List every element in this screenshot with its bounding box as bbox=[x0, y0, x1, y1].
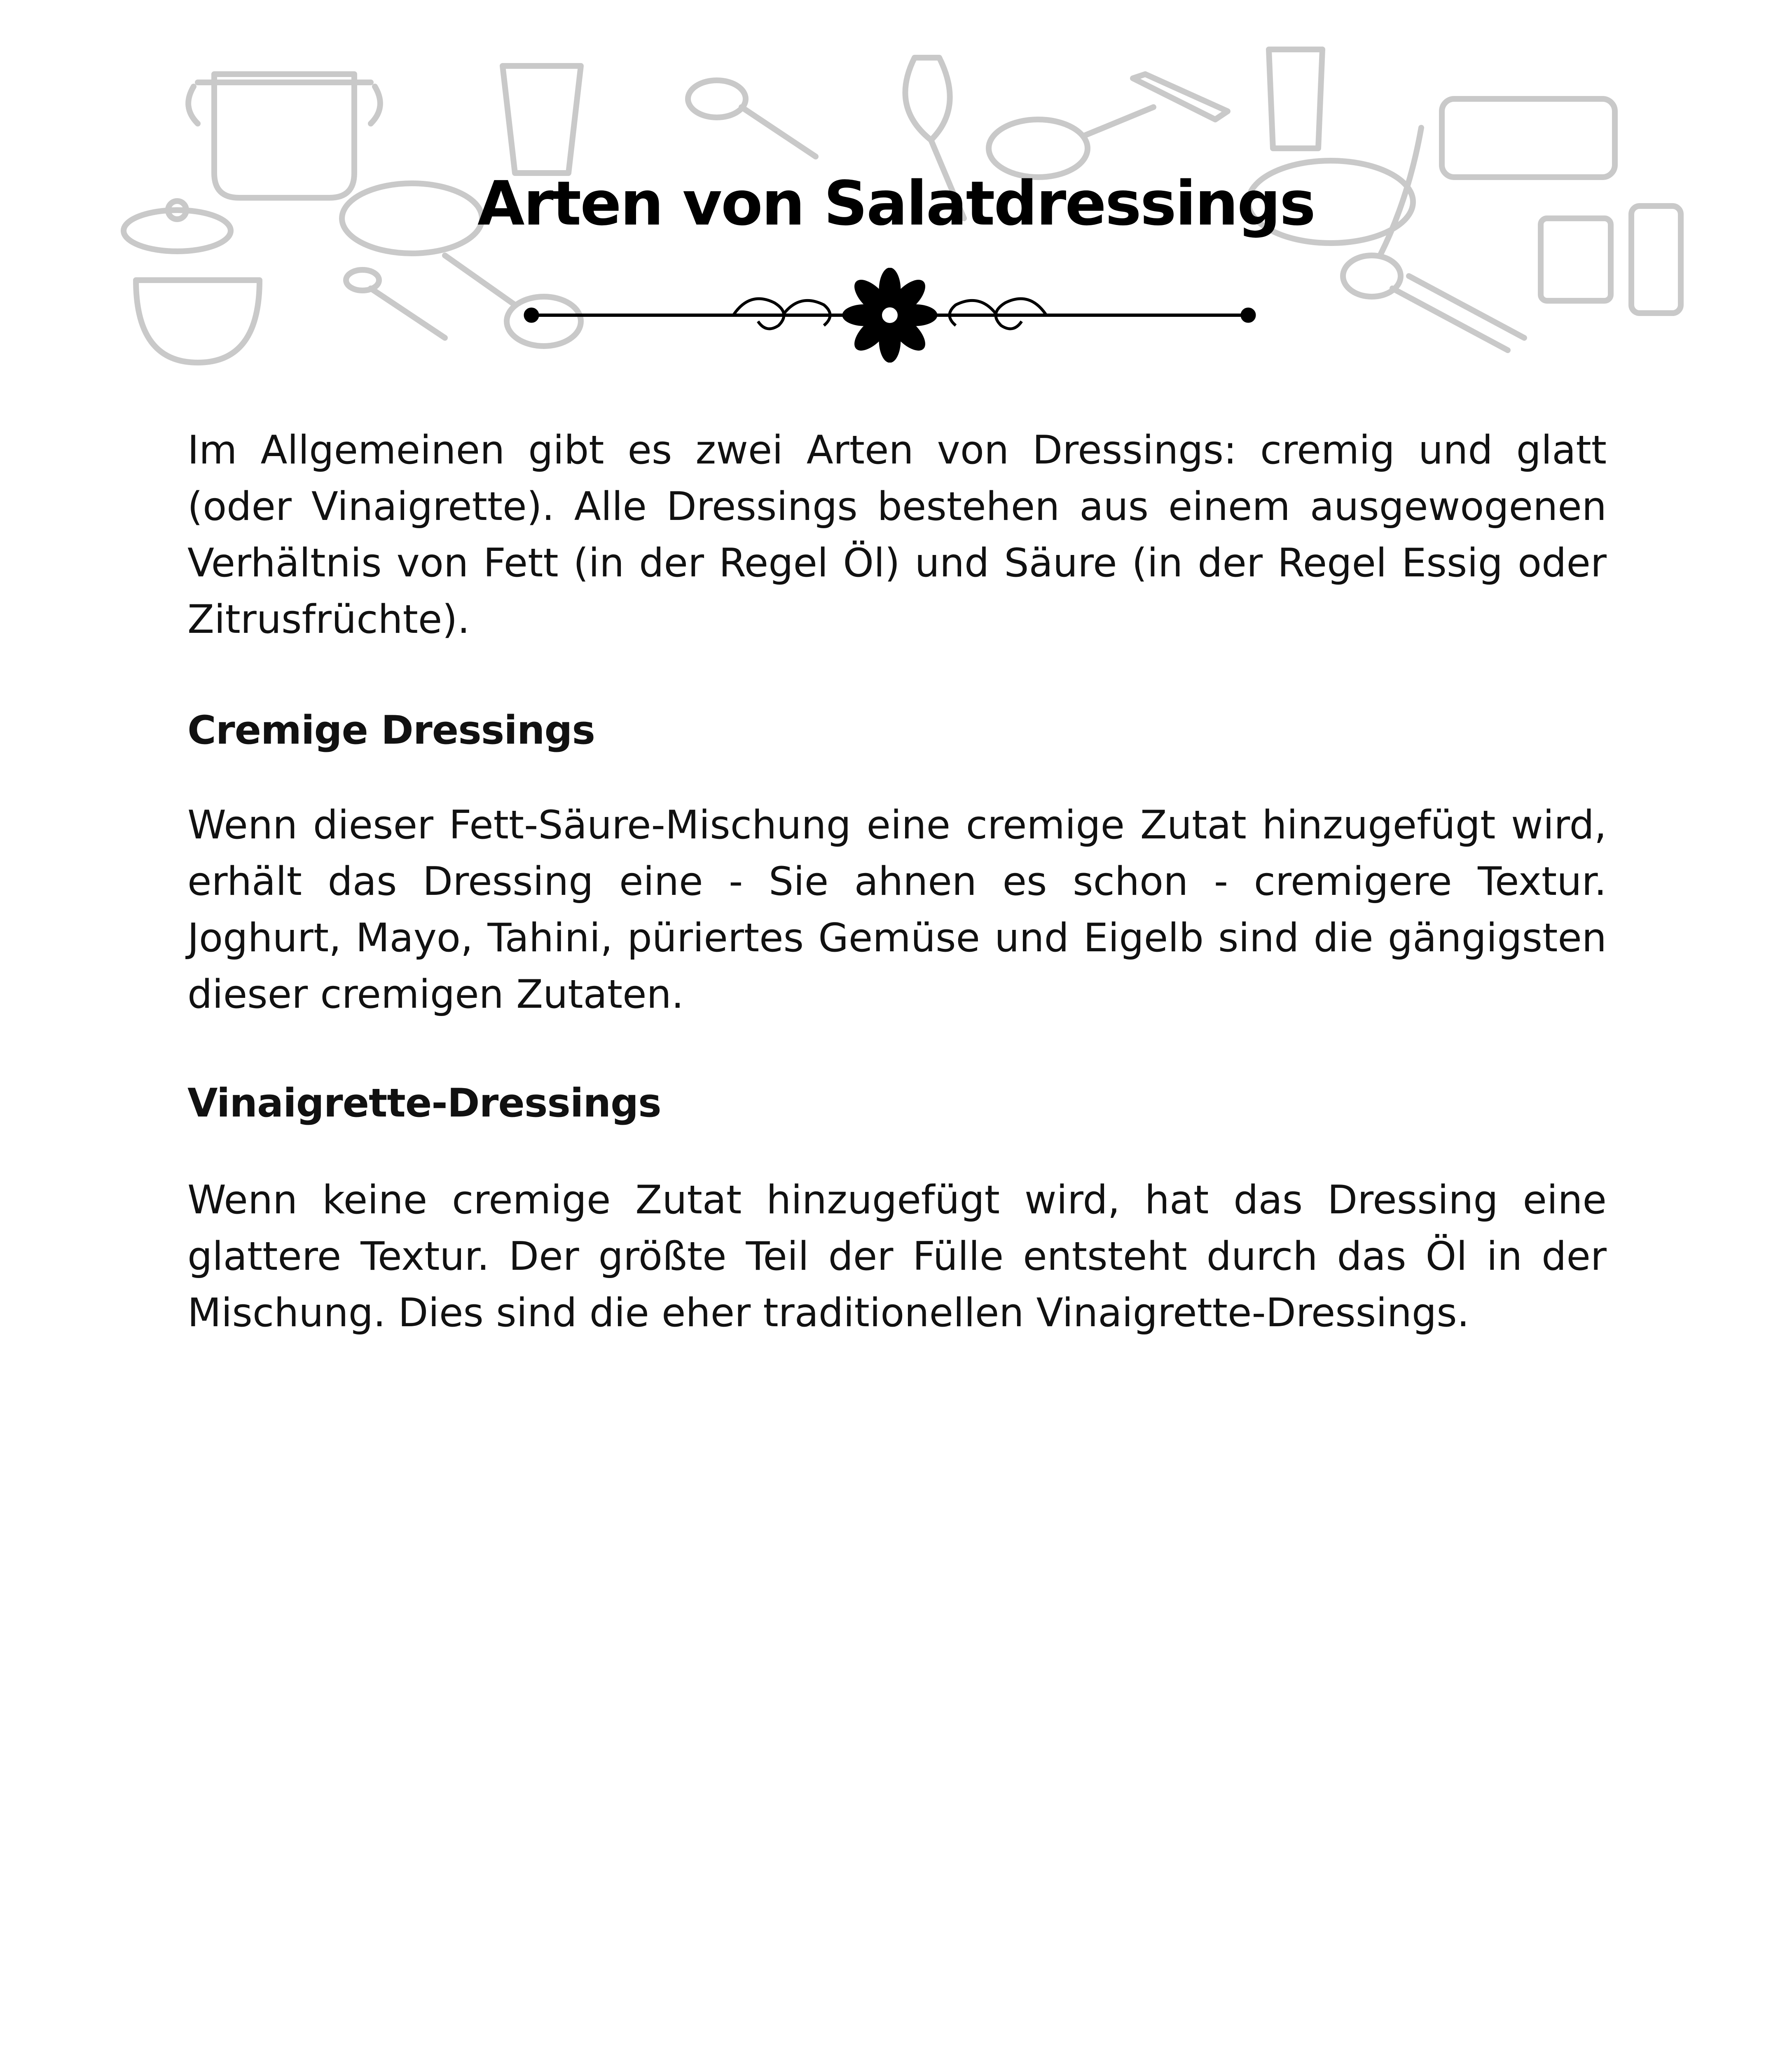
section-creamy bbox=[187, 702, 1607, 759]
page-title: Arten von Salatdressings bbox=[477, 168, 1315, 239]
intro-paragraph: Im Allgemeinen gibt es zwei Arten von Dressings: cremig und glatt (oder Vinaigrette). Alle Dressings bestehen aus einem ausgewogenen Verhältnis von Fett (in der Regel Öl) und Säure (in der Regel Essig oder Zitrusfrüchte). bbox=[187, 428, 1607, 642]
section-creamy-body bbox=[187, 797, 1607, 1023]
section-paragraph: Wenn keine cremige Zutat hinzugefügt wird, hat das Dressing eine glattere Textur. Der größte Teil der Fülle entsteht durch das Öl in der Mischung. Dies sind die eher traditionellen Vinaigrette-Dressings. bbox=[187, 1177, 1607, 1336]
intro-section bbox=[187, 422, 1607, 648]
flower-divider-ornament bbox=[519, 268, 1261, 363]
section-vinaigrette-body bbox=[187, 1172, 1607, 1341]
section-paragraph: Wenn dieser Fett-Säure-Mischung eine cremige Zutat hinzugefügt wird, erhält das Dressing eine - Sie ahnen es schon - cremigere Textur. Joghurt, Mayo, Tahini, püriertes Gemüse und Eigelb sind die gängigsten dieser cremigen Zutaten. bbox=[187, 803, 1607, 1017]
section-heading: Cremige Dressings bbox=[187, 708, 595, 753]
section-vinaigrette bbox=[187, 1075, 1607, 1132]
section-heading: Vinaigrette-Dressings bbox=[187, 1081, 661, 1126]
